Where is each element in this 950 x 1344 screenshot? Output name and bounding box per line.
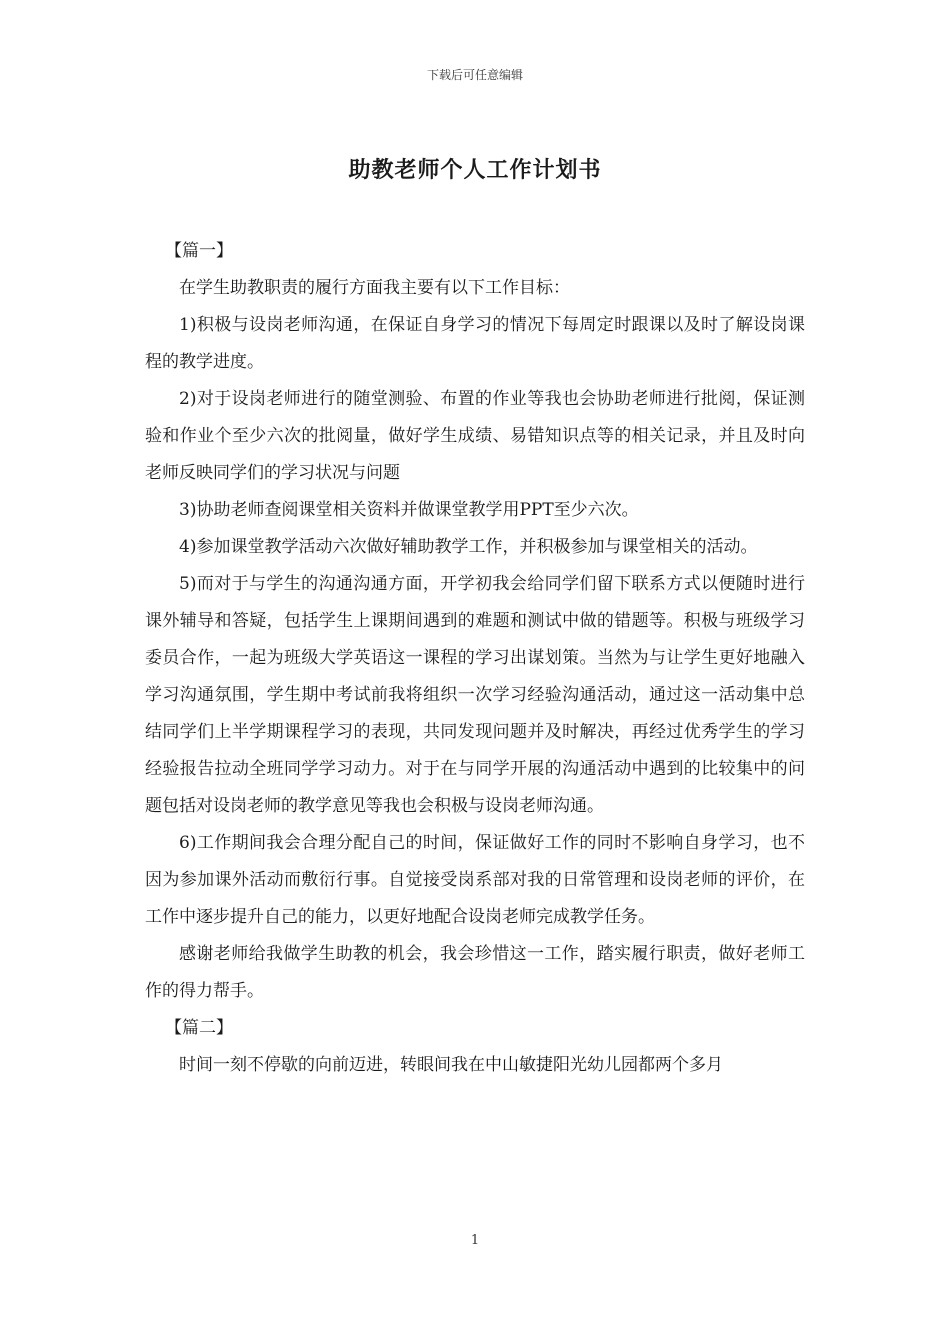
paragraph: 4)参加课堂教学活动六次做好辅助教学工作，并积极参加与课堂相关的活动。 bbox=[179, 537, 758, 557]
paragraph: 5)而对于与学生的沟通沟通方面，开学初我会给同学们留下联系方式以便随时进行课外辅导和答疑，包括学生上课期间遇到的难题和测试中做的错题等。积极与班级学习委员合作，一起为班级大学英语这一课程的学习出谋划策。当然为与让学生更好地融入学习沟通氛围，学生期中考试前我将组织一次学习经验沟通活动，通过这一活动集中总结同学们上半学期课程学习的表现，共同发现问题并及时解决，再经过优秀学生的学习经验报告拉动全班同学学习动力。对于在与同学开展的沟通活动中遇到的比较集中的问题包括对设岗老师的教学意见等我也会积极与设岗老师沟通。 bbox=[145, 574, 805, 816]
paragraph: 6)工作期间我会合理分配自己的时间，保证做好工作的同时不影响自身学习，也不因为参加课外活动而敷衍行事。自觉接受岗系部对我的日常管理和设岗老师的评价，在工作中逐步提升自己的能力，以更好地配合设岗老师完成教学任务。 bbox=[145, 833, 805, 927]
header-note: 下载后可任意编辑 bbox=[426, 68, 523, 82]
paragraph: 2)对于设岗老师进行的随堂测验、布置的作业等我也会协助老师进行批阅，保证测验和作业个至少六次的批阅量，做好学生成绩、易错知识点等的相关记录，并且及时向老师反映同学们的学习状况与问题 bbox=[145, 389, 805, 483]
paragraph: 3)协助老师查阅课堂相关资料并做课堂教学用PPT至少六次。 bbox=[179, 500, 639, 520]
document-title: 助教老师个人工作计划书 bbox=[348, 157, 602, 183]
document-body bbox=[145, 233, 805, 1084]
page-number: 1 bbox=[470, 1233, 480, 1248]
paragraph: 感谢老师给我做学生助教的机会，我会珍惜这一工作，踏实履行职责，做好老师工作的得力帮手。 bbox=[145, 944, 805, 1001]
paragraph: 时间一刻不停歇的向前迈进，转眼间我在中山敏捷阳光幼儿园都两个多月 bbox=[179, 1055, 723, 1075]
paragraph: 1)积极与设岗老师沟通，在保证自身学习的情况下每周定时跟课以及时了解设岗课程的教学进度。 bbox=[145, 315, 805, 372]
section-heading-1: 【篇一】 bbox=[165, 241, 233, 261]
paragraph: 在学生助教职责的履行方面我主要有以下工作目标： bbox=[179, 278, 570, 298]
section-heading-2: 【篇二】 bbox=[165, 1018, 233, 1038]
